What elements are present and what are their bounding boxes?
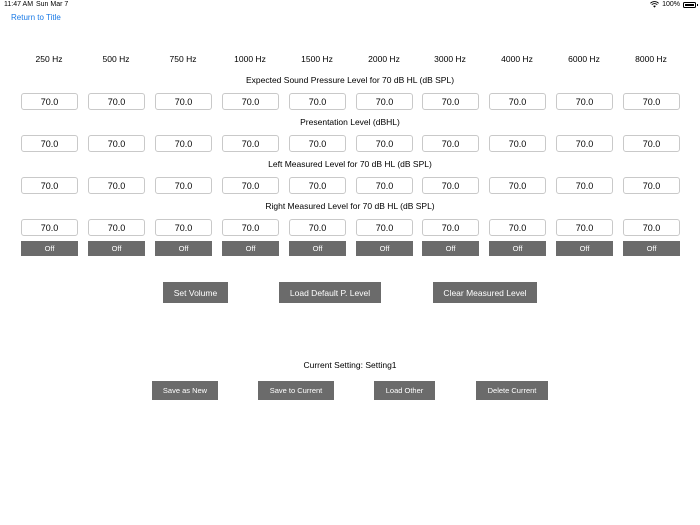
battery-icon: [683, 2, 696, 8]
freq-500: 500 Hz: [102, 54, 130, 64]
expected-spl-field[interactable]: 70.0: [422, 93, 479, 110]
left-measured-field[interactable]: 70.0: [556, 177, 613, 194]
tone-toggle-button[interactable]: Off: [88, 241, 145, 256]
right-measured-field[interactable]: 70.0: [222, 219, 279, 236]
freq-8000: 8000 Hz: [635, 54, 667, 64]
right-measured-field[interactable]: 70.0: [21, 219, 78, 236]
right-measured-label: Right Measured Level for 70 dB HL (dB SPL): [265, 201, 435, 211]
left-measured-field[interactable]: 70.0: [422, 177, 479, 194]
tone-toggle-button[interactable]: Off: [422, 241, 479, 256]
tone-toggle-button[interactable]: Off: [356, 241, 413, 256]
presentation-level-field[interactable]: 70.0: [556, 135, 613, 152]
presentation-level-field[interactable]: 70.0: [356, 135, 413, 152]
presentation-level-field[interactable]: 70.0: [489, 135, 546, 152]
tone-toggle-button[interactable]: Off: [222, 241, 279, 256]
right-measured-field[interactable]: 70.0: [422, 219, 479, 236]
freq-2000: 2000 Hz: [368, 54, 400, 64]
left-measured-field[interactable]: 70.0: [155, 177, 212, 194]
set-volume-button[interactable]: Set Volume: [163, 282, 228, 303]
left-measured-field[interactable]: 70.0: [489, 177, 546, 194]
return-to-title-link[interactable]: Return to Title: [11, 13, 61, 22]
expected-spl-field[interactable]: 70.0: [489, 93, 546, 110]
expected-spl-field[interactable]: 70.0: [88, 93, 145, 110]
presentation-level-label: Presentation Level (dBHL): [300, 117, 400, 127]
left-measured-field[interactable]: 70.0: [21, 177, 78, 194]
tone-toggle-button[interactable]: Off: [489, 241, 546, 256]
status-date: Sun Mar 7: [36, 1, 69, 8]
presentation-level-field[interactable]: 70.0: [623, 135, 680, 152]
load-other-button[interactable]: Load Other: [374, 381, 435, 400]
freq-1000: 1000 Hz: [234, 54, 266, 64]
presentation-level-field[interactable]: 70.0: [88, 135, 145, 152]
status-bar: [0, 0, 700, 10]
tone-toggle-button[interactable]: Off: [289, 241, 346, 256]
presentation-level-field[interactable]: 70.0: [289, 135, 346, 152]
freq-750: 750 Hz: [169, 54, 197, 64]
frequency-header-row: [0, 54, 700, 66]
expected-spl-field[interactable]: 70.0: [155, 93, 212, 110]
right-measured-field[interactable]: 70.0: [289, 219, 346, 236]
save-as-new-button[interactable]: Save as New: [152, 381, 218, 400]
expected-spl-field[interactable]: 70.0: [356, 93, 413, 110]
right-measured-row: [0, 219, 700, 236]
expected-spl-field[interactable]: 70.0: [556, 93, 613, 110]
left-measured-field[interactable]: 70.0: [356, 177, 413, 194]
right-measured-field[interactable]: 70.0: [356, 219, 413, 236]
wifi-icon: [650, 1, 659, 8]
current-setting-label: Current Setting: Setting1: [303, 360, 397, 370]
expected-spl-row: [0, 93, 700, 110]
expected-spl-label: Expected Sound Pressure Level for 70 dB HL (dB SPL): [245, 75, 455, 85]
battery-percent: 100%: [662, 1, 680, 8]
status-indicators: [650, 1, 696, 8]
expected-spl-field[interactable]: 70.0: [623, 93, 680, 110]
presentation-level-field[interactable]: 70.0: [21, 135, 78, 152]
left-measured-label: Left Measured Level for 70 dB HL (dB SPL): [268, 159, 432, 169]
presentation-level-field[interactable]: 70.0: [422, 135, 479, 152]
tone-toggle-row: [0, 241, 700, 256]
expected-spl-field[interactable]: 70.0: [222, 93, 279, 110]
expected-spl-field[interactable]: 70.0: [21, 93, 78, 110]
freq-6000: 6000 Hz: [568, 54, 600, 64]
freq-1500: 1500 Hz: [301, 54, 333, 64]
left-measured-field[interactable]: 70.0: [289, 177, 346, 194]
freq-250: 250 Hz: [35, 54, 63, 64]
tone-toggle-button[interactable]: Off: [556, 241, 613, 256]
expected-spl-field[interactable]: 70.0: [289, 93, 346, 110]
left-measured-field[interactable]: 70.0: [88, 177, 145, 194]
presentation-level-field[interactable]: 70.0: [222, 135, 279, 152]
left-measured-row: [0, 177, 700, 194]
right-measured-field[interactable]: 70.0: [489, 219, 546, 236]
left-measured-field[interactable]: 70.0: [222, 177, 279, 194]
presentation-level-field[interactable]: 70.0: [155, 135, 212, 152]
presentation-level-row: [0, 135, 700, 152]
delete-current-button[interactable]: Delete Current: [476, 381, 548, 400]
load-default-level-button[interactable]: Load Default P. Level: [279, 282, 381, 303]
clear-measured-level-button[interactable]: Clear Measured Level: [433, 282, 537, 303]
freq-3000: 3000 Hz: [434, 54, 466, 64]
right-measured-field[interactable]: 70.0: [623, 219, 680, 236]
tone-toggle-button[interactable]: Off: [21, 241, 78, 256]
tone-toggle-button[interactable]: Off: [155, 241, 212, 256]
status-time: 11:47 AM: [4, 1, 34, 8]
freq-4000: 4000 Hz: [501, 54, 533, 64]
right-measured-field[interactable]: 70.0: [155, 219, 212, 236]
right-measured-field[interactable]: 70.0: [88, 219, 145, 236]
left-measured-field[interactable]: 70.0: [623, 177, 680, 194]
right-measured-field[interactable]: 70.0: [556, 219, 613, 236]
tone-toggle-button[interactable]: Off: [623, 241, 680, 256]
save-to-current-button[interactable]: Save to Current: [258, 381, 334, 400]
